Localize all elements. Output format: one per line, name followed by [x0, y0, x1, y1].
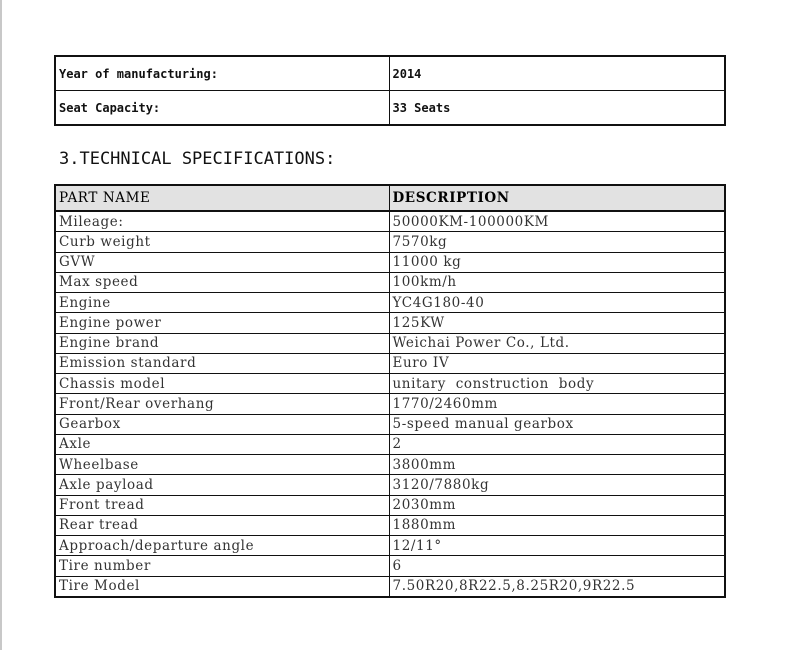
general-info-table: [54, 55, 726, 126]
spec-part-name: GVW: [55, 252, 389, 272]
spec-part-name: Chassis model: [55, 374, 389, 394]
general-info-row: [55, 56, 725, 91]
spec-row: [55, 434, 725, 454]
spec-row: [55, 394, 725, 414]
spec-part-name: Axle: [55, 434, 389, 454]
spec-description: 11000 kg: [389, 252, 725, 272]
spec-description: Euro IV: [389, 353, 725, 373]
spec-description: 3800mm: [389, 455, 725, 475]
section-title: 3.TECHNICAL SPECIFICATIONS:: [59, 149, 336, 169]
spec-description: 125KW: [389, 313, 725, 333]
spec-table-body: [55, 185, 725, 597]
spec-description: 5-speed manual gearbox: [389, 414, 725, 434]
spec-row: [55, 455, 725, 475]
page-edge-rule: [0, 0, 2, 650]
spec-description: 12/11°: [389, 536, 725, 556]
description-header: DESCRIPTION: [389, 185, 725, 211]
spec-table: [54, 184, 726, 598]
spec-row: [55, 353, 725, 373]
spec-row: [55, 374, 725, 394]
spec-part-name: Rear tread: [55, 515, 389, 535]
spec-row: [55, 515, 725, 535]
spec-row: [55, 252, 725, 272]
spec-description: 1770/2460mm: [389, 394, 725, 414]
spec-part-name: Tire number: [55, 556, 389, 576]
spec-row: [55, 495, 725, 515]
spec-part-name: Engine power: [55, 313, 389, 333]
spec-row: [55, 556, 725, 576]
spec-row: [55, 475, 725, 495]
spec-row: [55, 232, 725, 252]
info-label: Seat Capacity:: [55, 91, 389, 126]
spec-description: 6: [389, 556, 725, 576]
spec-description: 2030mm: [389, 495, 725, 515]
spec-description: 7570kg: [389, 232, 725, 252]
spec-header-row: [55, 185, 725, 211]
spec-part-name: Max speed: [55, 272, 389, 292]
spec-row: [55, 333, 725, 353]
spec-description: 50000KM-100000KM: [389, 211, 725, 232]
spec-description: 2: [389, 434, 725, 454]
spec-row: [55, 313, 725, 333]
general-info-body: [55, 56, 725, 125]
spec-part-name: Axle payload: [55, 475, 389, 495]
part-name-header: PART NAME: [55, 185, 389, 211]
spec-description: 3120/7880kg: [389, 475, 725, 495]
spec-part-name: Emission standard: [55, 353, 389, 373]
spec-row: [55, 576, 725, 597]
spec-row: [55, 293, 725, 313]
info-label: Year of manufacturing:: [55, 56, 389, 91]
spec-description: Weichai Power Co., Ltd.: [389, 333, 725, 353]
spec-part-name: Wheelbase: [55, 455, 389, 475]
spec-part-name: Approach/departure angle: [55, 536, 389, 556]
spec-part-name: Front/Rear overhang: [55, 394, 389, 414]
spec-part-name: Curb weight: [55, 232, 389, 252]
spec-description: 100km/h: [389, 272, 725, 292]
spec-row: [55, 536, 725, 556]
spec-row: [55, 272, 725, 292]
spec-description: 7.50R20,8R22.5,8.25R20,9R22.5: [389, 576, 725, 597]
spec-description: 1880mm: [389, 515, 725, 535]
spec-row: [55, 211, 725, 232]
spec-part-name: Mileage:: [55, 211, 389, 232]
general-info-row: [55, 91, 725, 126]
spec-description: YC4G180-40: [389, 293, 725, 313]
spec-description: unitary construction body: [389, 374, 725, 394]
spec-part-name: Engine brand: [55, 333, 389, 353]
spec-part-name: Tire Model: [55, 576, 389, 597]
spec-row: [55, 414, 725, 434]
spec-part-name: Gearbox: [55, 414, 389, 434]
spec-part-name: Engine: [55, 293, 389, 313]
spec-part-name: Front tread: [55, 495, 389, 515]
info-value: 2014: [389, 56, 725, 91]
info-value: 33 Seats: [389, 91, 725, 126]
